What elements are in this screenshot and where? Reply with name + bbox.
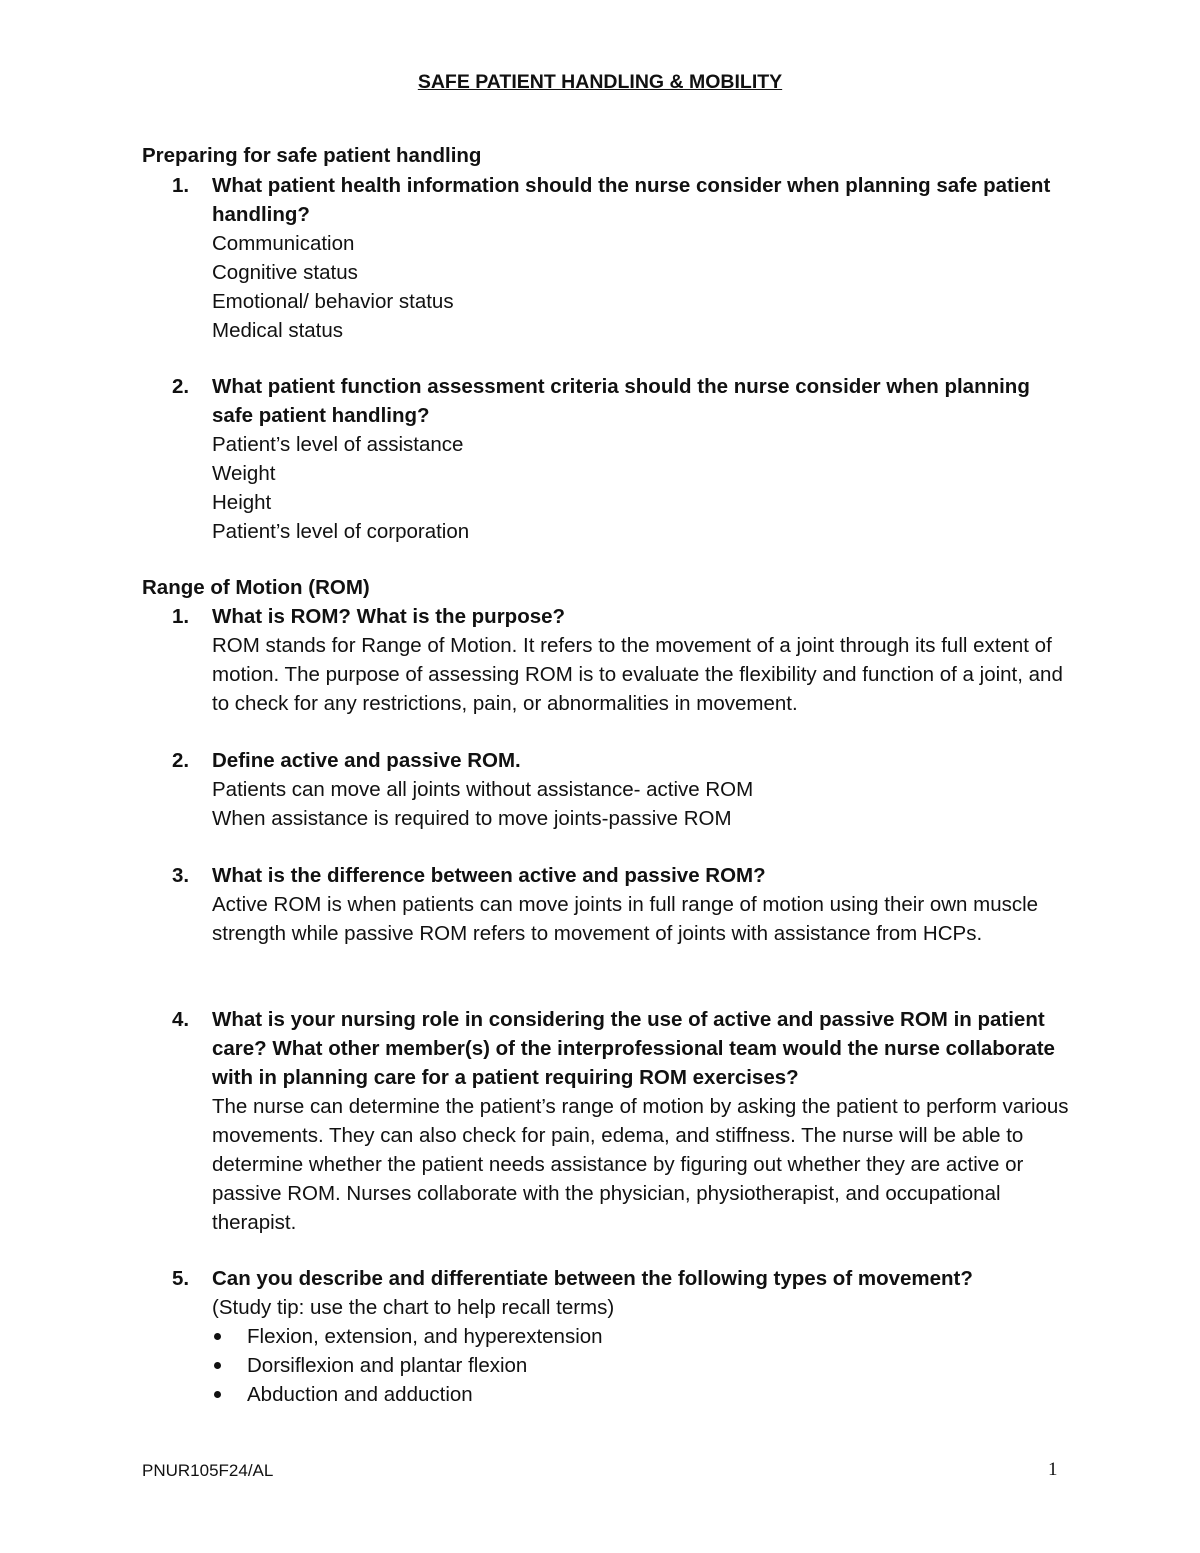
question-text: What is your nursing role in considering the use of active and passive ROM in patient care? What other member(s) of the interprofessional team would the nurse collaborate with in planning care for a patient requiring ROM exercises? xyxy=(212,1008,1055,1089)
answer xyxy=(212,430,1072,546)
question-text: What patient function assessment criteria should the nurse consider when planning safe patient handling? xyxy=(212,375,1030,427)
answer-line: Patients can move all joints without assistance- active ROM xyxy=(212,778,754,801)
answer-line: Communication xyxy=(212,232,355,255)
answer-line: Height xyxy=(212,491,272,514)
list-item xyxy=(212,1351,1072,1380)
question-text: What is ROM? What is the purpose? xyxy=(212,605,566,628)
question-text: Can you describe and differentiate between the following types of movement? xyxy=(212,1267,973,1290)
question-block xyxy=(172,746,1072,833)
question-number: 1. xyxy=(172,605,190,628)
answer-line: When assistance is required to move joints-passive ROM xyxy=(212,807,732,830)
question-block xyxy=(172,171,1072,345)
question-number: 1. xyxy=(172,174,190,197)
answer xyxy=(212,890,1072,948)
bullet-icon xyxy=(214,1333,221,1340)
bullet-icon xyxy=(214,1391,221,1398)
answer-line: Weight xyxy=(212,462,276,485)
question-number: 4. xyxy=(172,1008,190,1031)
answer xyxy=(212,1293,1072,1322)
answer-line: The nurse can determine the patient’s range of motion by asking the patient to perform various movements. They can also check for pain, edema, and stiffness. The nurse will be able to determine whether the patient needs assistance by figuring out whether they are active or passive ROM. Nurses collaborate with the physician, physiotherapist, and occupational therapist. xyxy=(212,1095,1069,1234)
answer xyxy=(212,775,1072,833)
answer xyxy=(212,631,1072,718)
question-block xyxy=(172,861,1072,948)
answer xyxy=(212,1092,1072,1237)
answer-line: ROM stands for Range of Motion. It refers to the movement of a joint through its full extent of motion. The purpose of assessing ROM is to evaluate the flexibility and function of a joint, and to check for any restrictions, pain, or abnormalities in movement. xyxy=(212,634,1063,715)
question-text: What is the difference between active and passive ROM? xyxy=(212,864,766,887)
answer-line: Patient’s level of corporation xyxy=(212,520,470,543)
list-item xyxy=(212,1322,1072,1351)
question-number: 5. xyxy=(172,1267,190,1290)
answer-line: (Study tip: use the chart to help recall terms) xyxy=(212,1296,615,1319)
page-number: 1 xyxy=(1048,1459,1058,1480)
list-item-label: Abduction and adduction xyxy=(247,1383,473,1406)
section-heading-rom: Range of Motion (ROM) xyxy=(142,576,370,599)
question-block xyxy=(172,372,1072,546)
footer-course-code: PNUR105F24/AL xyxy=(142,1461,274,1480)
movement-types-list xyxy=(212,1322,1072,1409)
answer xyxy=(212,229,1072,345)
answer-line: Emotional/ behavior status xyxy=(212,290,454,313)
section-heading-safe-handling: Preparing for safe patient handling xyxy=(142,144,482,167)
answer-line: Cognitive status xyxy=(212,261,358,284)
question-number: 2. xyxy=(172,749,190,772)
list-item xyxy=(212,1380,1072,1409)
answer-line: Medical status xyxy=(212,319,344,342)
question-number: 3. xyxy=(172,864,190,887)
question-text: Define active and passive ROM. xyxy=(212,749,521,772)
question-block xyxy=(172,602,1072,718)
bullet-icon xyxy=(214,1362,221,1369)
question-block xyxy=(172,1005,1072,1237)
answer-line: Patient’s level of assistance xyxy=(212,433,464,456)
list-item-label: Flexion, extension, and hyperextension xyxy=(247,1325,603,1348)
list-item-label: Dorsiflexion and plantar flexion xyxy=(247,1354,528,1377)
question-block xyxy=(172,1264,1072,1409)
answer-line: Active ROM is when patients can move joints in full range of motion using their own muscle strength while passive ROM refers to movement of joints with assistance from HCPs. xyxy=(212,893,1039,945)
question-number: 2. xyxy=(172,375,190,398)
question-text: What patient health information should the nurse consider when planning safe patient handling? xyxy=(212,174,1051,226)
document-title: SAFE PATIENT HANDLING & MOBILITY xyxy=(417,71,783,93)
